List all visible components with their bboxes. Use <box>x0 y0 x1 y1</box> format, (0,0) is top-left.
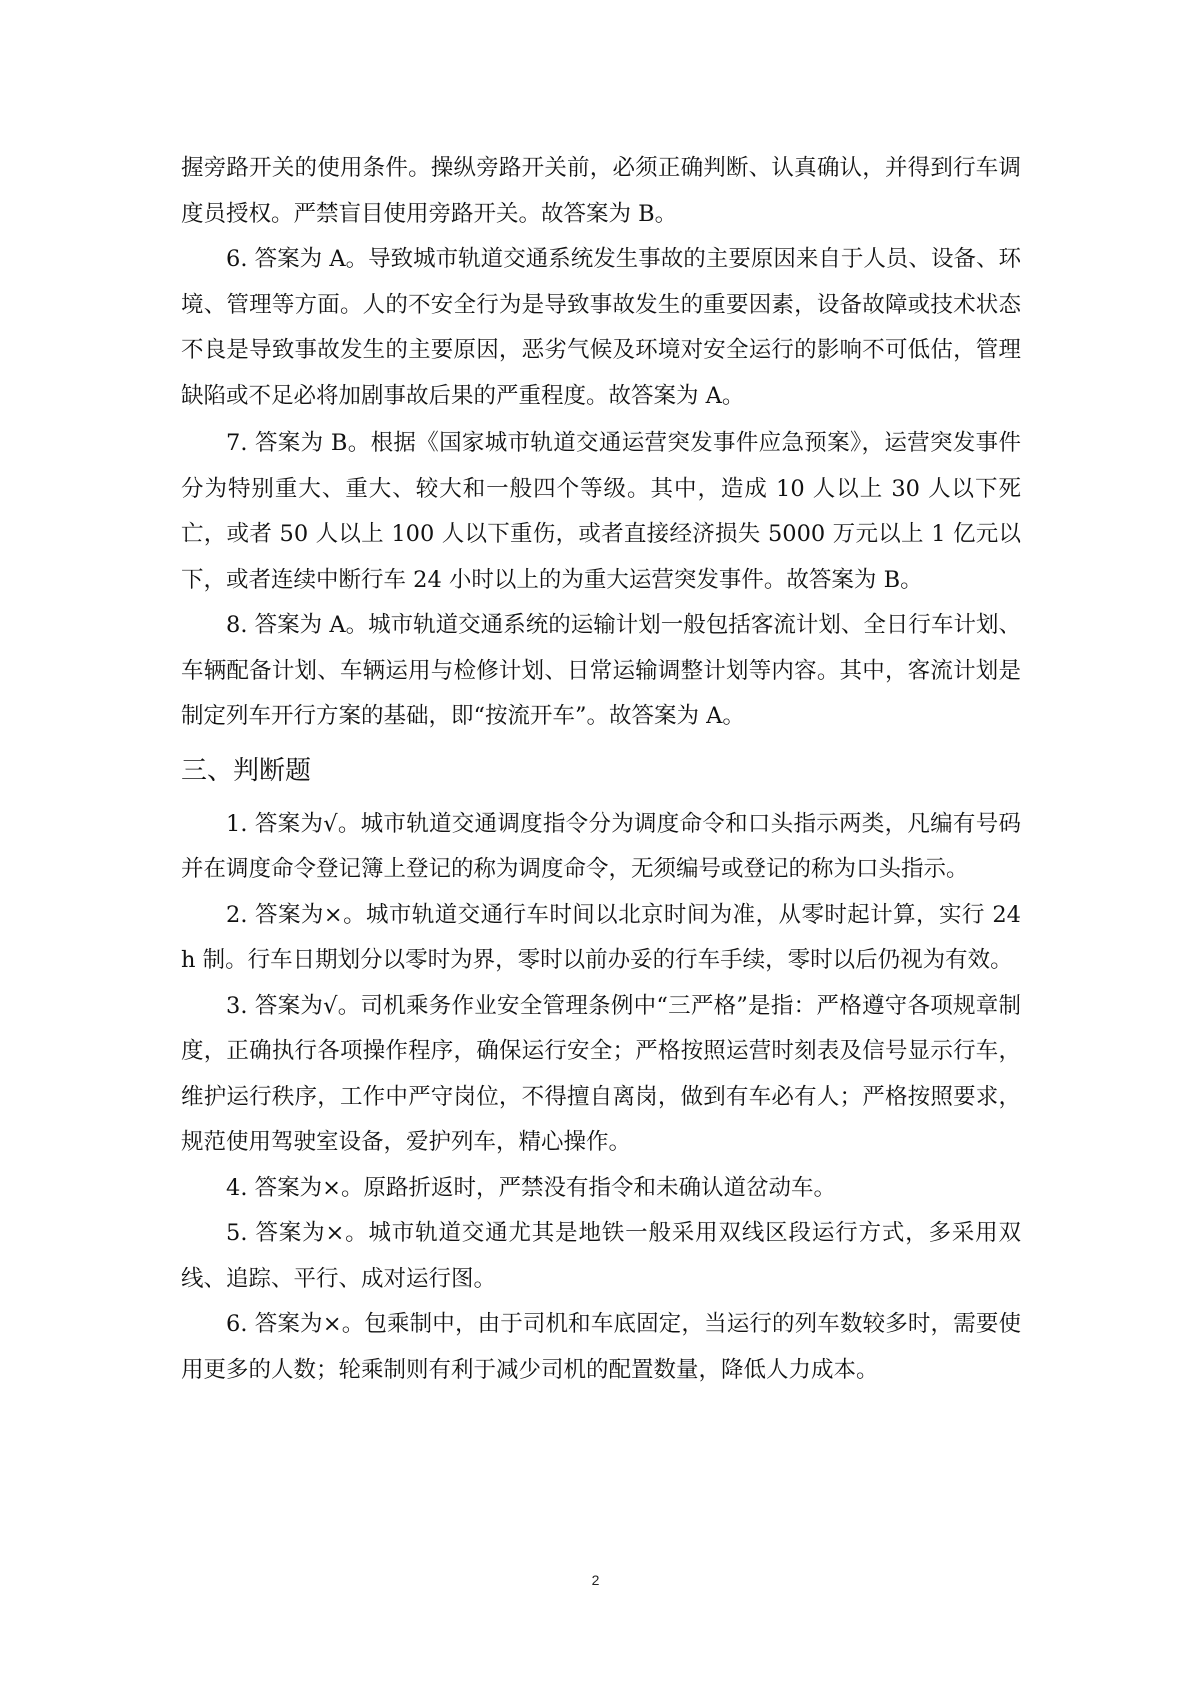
judgment-answer-5: 5. 答案为×。城市轨道交通尤其是地铁一般采用双线区段运行方式，多采用双线、追踪、平行、成对运行图。 <box>181 1220 1021 1292</box>
answer-paragraph-continued: 握旁路开关的使用条件。操纵旁路开关前，必须正确判断、认真确认，并得到行车调度员授权。严禁盲目使用旁路开关。故答案为 B。 <box>181 155 1021 227</box>
page-number: 2 <box>591 1572 600 1588</box>
answer-paragraph-7: 7. 答案为 B。根据《国家城市轨道交通运营突发事件应急预案》，运营突发事件分为特别重大、重大、较大和一般四个等级。其中，造成 10 人以上 30 人以下死亡，或者 50 人以上 100 人以下重伤，或者直接经济损失 5000 万元以上 1 亿元以下，或者连续中断行车 24 小时以上的为重大运营突发事件。故答案为 B。 <box>181 430 1021 593</box>
judgment-answer-3: 3. 答案为√。司机乘务作业安全管理条例中“三严格”是指：严格遵守各项规章制度，正确执行各项操作程序，确保运行安全；严格按照运营时刻表及信号显示行车，维护运行秩序，工作中严守岗位，不得擅自离岗，做到有车必有人；严格按照要求，规范使用驾驶室设备，爱护列车，精心操作。 <box>181 992 1021 1155</box>
judgment-answer-6: 6. 答案为×。包乘制中，由于司机和车底固定，当运行的列车数较多时，需要使用更多的人数；轮乘制则有利于减少司机的配置数量，降低人力成本。 <box>181 1311 1021 1383</box>
judgment-answer-2: 2. 答案为×。城市轨道交通行车时间以北京时间为准，从零时起计算，实行 24h 制。行车日期划分以零时为界，零时以前办妥的行车手续，零时以后仍视为有效。 <box>181 901 1021 973</box>
judgment-answer-4: 4. 答案为×。原路折返时，严禁没有指令和未确认道岔动车。 <box>226 1174 836 1201</box>
answer-paragraph-8: 8. 答案为 A。城市轨道交通系统的运输计划一般包括客流计划、全日行车计划、车辆配备计划、车辆运用与检修计划、日常运输调整计划等内容。其中，客流计划是制定列车开行方案的基础，即“按流开车”。故答案为 A。 <box>181 612 1021 729</box>
page-content <box>181 146 1021 1393</box>
section-heading: 三、判断题 <box>181 755 312 786</box>
answer-paragraph-6: 6. 答案为 A。导致城市轨道交通系统发生事故的主要原因来自于人员、设备、环境、管理等方面。人的不安全行为是导致事故发生的重要因素，设备故障或技术状态不良是导致事故发生的主要原因，恶劣气候及环境对安全运行的影响不可低估，管理缺陷或不足必将加剧事故后果的严重程度。故答案为 A。 <box>181 246 1021 409</box>
judgment-answer-1: 1. 答案为√。城市轨道交通调度指令分为调度命令和口头指示两类，凡编有号码并在调度命令登记簿上登记的称为调度命令，无须编号或登记的称为口头指示。 <box>181 810 1021 882</box>
